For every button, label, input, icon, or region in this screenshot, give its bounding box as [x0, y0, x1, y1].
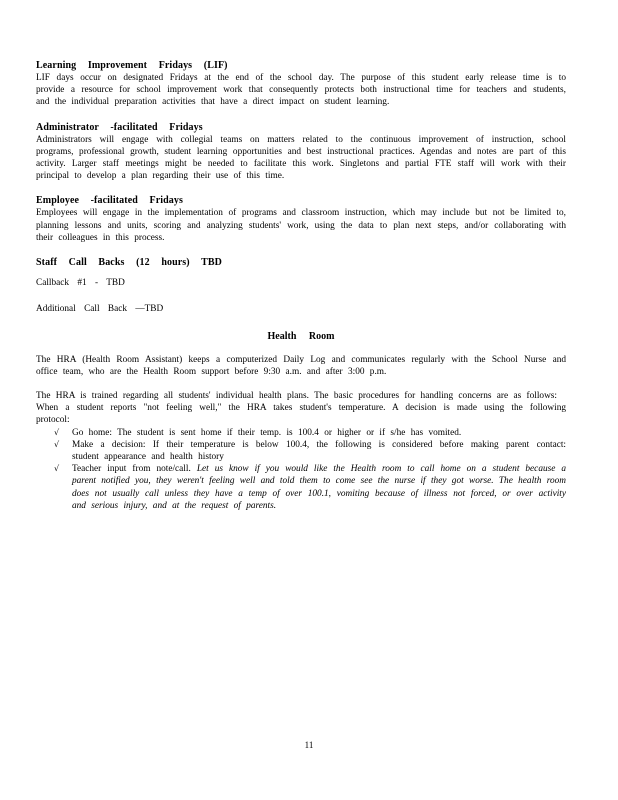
section-heading-employee: Employee -facilitated Fridays: [36, 195, 183, 207]
section-body-administrator: Administrators will engage with collegial teams on matters related to the continuous improvement of instruction, school programs, professional growth, student learning opportunities and best instructional practices. Agendas and notes are part of this activity. Larger staff meetings might be needed to facilitate this work. Singletons and partial FTE staff will work with their principal to develop a plan regarding their use of this time.: [36, 134, 566, 182]
section-lif: [36, 59, 566, 109]
section-employee: [36, 194, 566, 244]
protocol-item: [54, 439, 566, 463]
section-callbacks: [36, 256, 566, 315]
protocol-item: [54, 427, 566, 439]
health-paragraph-2: The HRA is trained regarding all students' individual health plans. The basic procedures for handling concerns are as follows:: [36, 391, 557, 402]
protocol-item-text: Make a decision: If their temperature is below 100.4, the following is considered before making parent contact: student appearance and health history: [72, 439, 566, 463]
health-paragraph-1: The HRA (Health Room Assistant) keeps a computerized Daily Log and communicates regularly with the School Nurse and office team, who are the Health Room support before 9:30 a.m. and after 3:00 p.m.: [36, 354, 566, 377]
section-heading-callbacks: Staff Call Backs (12 hours) TBD: [36, 257, 222, 269]
section-administrator: [36, 121, 566, 183]
health-room-title: Health Room: [267, 331, 335, 343]
section-body-lif: LIF days occur on designated Fridays at the end of the school day. The purpose of this student early release time is to provide a resource for school improvement work that consequently protects both instructional time for teachers and students, and the individual preparation activities that have a direct impact on student learning.: [36, 73, 566, 108]
protocol-item-text: Go home: The student is sent home if their temp. is 100.4 or higher or if s/he has vomited.: [72, 427, 462, 438]
document-page: [36, 59, 566, 512]
protocol-list: [36, 427, 566, 512]
page-number: 11: [304, 740, 314, 750]
callback-line-2: Additional Call Back —TBD: [36, 304, 164, 315]
check-mark-icon: √: [54, 439, 60, 449]
section-body-employee: Employees will engage in the implementation of programs and classroom instruction, which may include but not be limited to, planning lessons and units, scoring and analyzing students' work, using the data to plan next steps, and/or collaborating with their colleagues in this process.: [36, 208, 566, 243]
protocol-item-text: Teacher input from note/call.: [72, 464, 191, 475]
callback-line-1: Callback #1 - TBD: [36, 278, 125, 289]
protocol-item: [54, 463, 566, 512]
section-heading-lif: Learning Improvement Fridays (LIF): [36, 60, 228, 71]
section-heading-administrator: Administrator -facilitated Fridays: [36, 121, 203, 133]
check-mark-icon: √: [54, 427, 60, 437]
check-mark-icon: √: [54, 464, 60, 474]
health-paragraph-3: When a student reports "not feeling well," the HRA takes student's temperature. A decision is made using the following protocol:: [36, 403, 566, 426]
protocol-item-italic-note: Let us know if you would like the Health room to call home on a student because a parent notified you, they weren't feeling well and told them to come see the nurse if they got worse. The health room does not usually call unless they have a temp of over 100.1, vomiting because of illness not forced, or over activity and serious injury, and at the request of parents.: [72, 464, 567, 511]
